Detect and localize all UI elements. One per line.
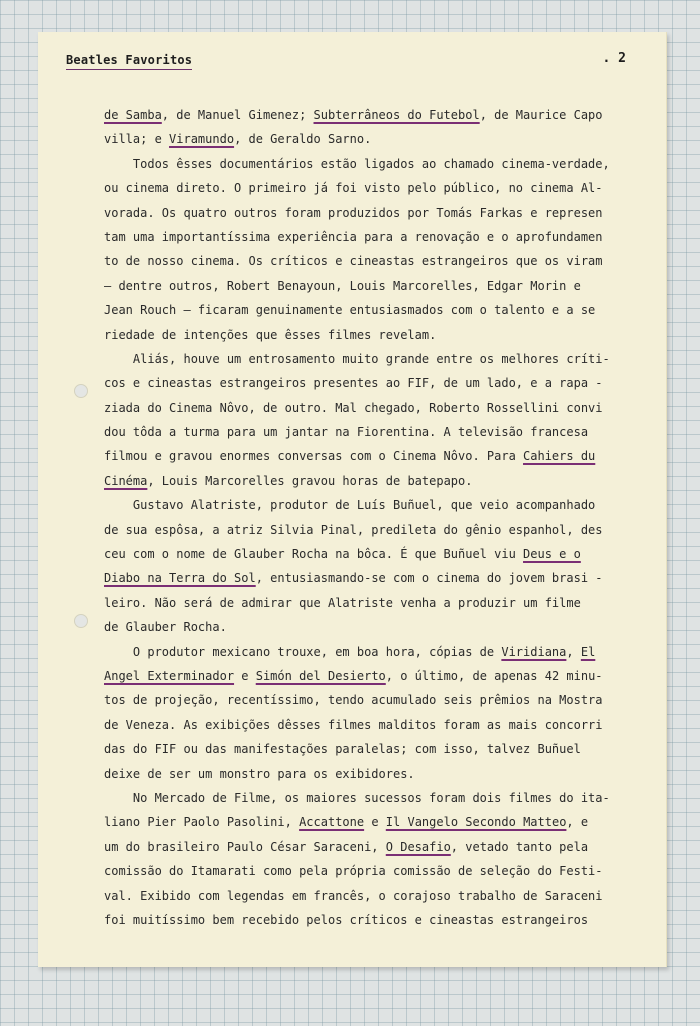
text-run: foi muitíssimo bem recebido pelos críticos e cineastas estrangeiros [104, 912, 589, 927]
text-line [104, 371, 628, 395]
text-line [104, 518, 628, 542]
text-line [104, 127, 628, 151]
text-line [104, 884, 628, 908]
text-line [104, 347, 628, 371]
text-run: tam uma importantíssima experiência para a renovação e o aprofundamen [104, 229, 603, 244]
text-line [104, 201, 628, 225]
text-line [104, 566, 628, 590]
text-line [104, 640, 628, 664]
text-run: filmou e gravou enormes conversas com o Cinema Nôvo. Para [104, 449, 524, 464]
text-run: liano Pier Paolo Pasolini, [104, 815, 300, 830]
punch-hole [74, 614, 88, 628]
text-run: , e [566, 815, 589, 830]
text-run: e [234, 668, 256, 683]
underlined-title: de Samba [104, 108, 162, 122]
text-line [104, 274, 628, 298]
text-line [104, 664, 628, 688]
text-line [104, 323, 628, 347]
text-run: , de Maurice Capo [479, 108, 603, 122]
text-run: das do FIF ou das manifestações paralelas; com isso, talvez Buñuel [104, 742, 581, 757]
text-line [104, 225, 628, 249]
typed-body-text [104, 103, 628, 932]
text-run: riedade de intenções que êsses filmes revelam. [104, 327, 437, 342]
text-run: leiro. Não será de admirar que Alatriste venha a produzir um filme [104, 595, 581, 610]
underlined-title: Diabo na Terra do Sol [104, 571, 256, 586]
text-run: deixe de ser um monstro para os exibidores. [104, 766, 415, 781]
text-line [104, 762, 628, 786]
underlined-title: Viridiana [501, 644, 567, 659]
text-line [104, 152, 628, 176]
text-run: de Veneza. As exibições dêsses filmes malditos foram as mais concorri [104, 717, 603, 732]
page-number: . 2 [602, 51, 626, 66]
underlined-title: Viramundo [169, 132, 235, 147]
text-run: Todos êsses documentários estão ligados ao chamado cinema-verdade, [104, 156, 610, 171]
text-run: , vetado tanto pela [450, 839, 589, 854]
punch-hole [74, 384, 88, 398]
text-line [104, 542, 628, 566]
underlined-title: Deus e o [523, 547, 581, 562]
underlined-title: Accattone [299, 815, 365, 830]
text-run: , [566, 644, 581, 659]
text-run: No Mercado de Filme, os maiores sucessos foram dois filmes do ita- [104, 790, 610, 805]
underlined-title: Subterrâneos do Futebol [313, 108, 480, 122]
text-line [104, 737, 628, 761]
text-line [104, 493, 628, 517]
text-run: , entusiasmando-se com o cinema do jovem brasi - [255, 571, 603, 586]
underlined-title: Cinéma [104, 473, 148, 488]
text-run: dou tôda a turma para um jantar na Fiorentina. A televisão francesa [104, 425, 589, 440]
text-line [104, 103, 628, 127]
text-line [104, 396, 628, 420]
text-run: , de Geraldo Sarno. [234, 132, 372, 147]
text-run: de Glauber Rocha. [104, 620, 227, 635]
text-run: ziada do Cinema Nôvo, de outro. Mal chegado, Roberto Rossellini convi [104, 400, 603, 415]
running-header: Beatles Favoritos [66, 53, 192, 70]
text-line [104, 786, 628, 810]
text-line [104, 176, 628, 200]
text-run: — dentre outros, Robert Benayoun, Louis Marcorelles, Edgar Morin e [104, 278, 581, 293]
text-line [104, 810, 628, 834]
text-line [104, 420, 628, 444]
text-run: ou cinema direto. O primeiro já foi visto pelo público, no cinema Al- [104, 181, 603, 196]
text-line [104, 298, 628, 322]
text-run: , de Manuel Gimenez; [161, 108, 314, 122]
text-run: Gustavo Alatriste, produtor de Luís Buñuel, que veio acompanhado [104, 498, 596, 513]
underlined-title: Il Vangelo Secondo Matteo [385, 815, 567, 830]
underlined-title: Angel Exterminador [104, 668, 235, 683]
text-line [104, 249, 628, 273]
underlined-title: El [580, 644, 596, 659]
text-line [104, 859, 628, 883]
text-run: um do brasileiro Paulo César Saraceni, [104, 839, 386, 854]
text-run: de sua espôsa, a atriz Silvia Pinal, predileta do gênio espanhol, des [104, 522, 603, 537]
text-line [104, 591, 628, 615]
text-run: cos e cineastas estrangeiros presentes ao FIF, de um lado, e a rapa - [104, 376, 603, 391]
text-line [104, 688, 628, 712]
text-line [104, 713, 628, 737]
text-run: Jean Rouch — ficaram genuinamente entusiasmados com o talento e a se [104, 303, 596, 318]
text-run: ceu com o nome de Glauber Rocha na bôca. É que Buñuel viu [104, 547, 524, 562]
text-line [104, 444, 628, 468]
text-run: e [364, 815, 386, 830]
underlined-title: Cahiers du [523, 449, 596, 464]
text-line [104, 469, 628, 493]
text-run: tos de projeção, recentíssimo, tendo acumulado seis prêmios na Mostra [104, 693, 603, 708]
underlined-title: O Desafio [385, 839, 451, 854]
text-run: O produtor mexicano trouxe, em boa hora, cópias de [104, 644, 502, 659]
text-line [104, 908, 628, 932]
text-run: to de nosso cinema. Os críticos e cineastas estrangeiros que os viram [104, 254, 603, 269]
text-run: , Louis Marcorelles gravou horas de batepapo. [147, 473, 473, 488]
text-run: val. Exibido com legendas em francês, o corajoso trabalho de Saraceni [104, 888, 603, 903]
text-run: Aliás, houve um entrosamento muito grande entre os melhores críti- [104, 351, 610, 366]
text-run: villa; e [104, 132, 170, 147]
text-run: comissão do Itamarati como pela própria comissão de seleção do Festi- [104, 864, 603, 879]
text-run: vorada. Os quatro outros foram produzidos por Tomás Farkas e represen [104, 205, 603, 220]
underlined-title: Simón del Desierto [255, 668, 386, 683]
text-line [104, 835, 628, 859]
text-run: , o último, de apenas 42 minu- [385, 668, 603, 683]
text-line [104, 615, 628, 639]
